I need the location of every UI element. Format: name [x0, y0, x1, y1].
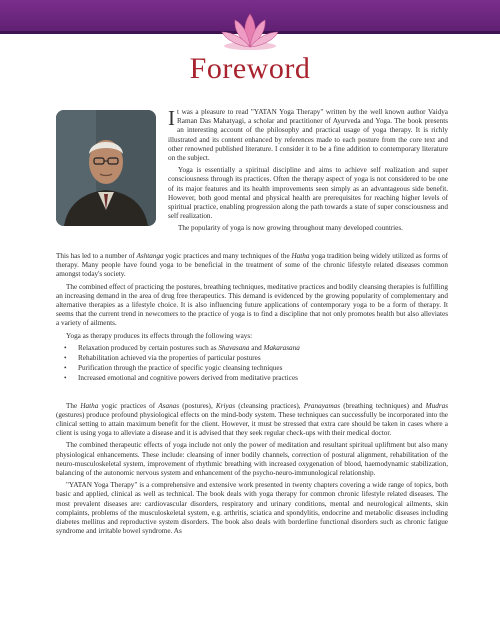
body-paragraph-7: The combined therapeutic effects of yoga include not only the power of meditation and resultant spiritual upliftment but also many physiological enhancements. These include: cleansing of inner bodily channels, correction of postural alignment, rehabilitation of the neuro-musculoskeletal system, improvement of rhythmic breathing with increased oxygenation of blood, haemodynamic stabilization, balancing of the autonomic nervous system and enhancement of the psycho-neuro-immunological relationship.	[56, 441, 448, 478]
page-title: Foreword	[189, 52, 311, 85]
bullet-icon: •	[64, 343, 67, 352]
intro-paragraph-3-lead: The popularity of yoga is now growing throughout many developed countries.	[178, 224, 403, 233]
bullet-icon: •	[64, 374, 67, 383]
author-portrait	[56, 110, 156, 226]
bullet-icon: •	[64, 364, 67, 373]
body-paragraph-8: "YATAN Yoga Therapy" is a comprehensive and extensive work presented in twenty chapters covering a wide range of topics, both basic and applied, clinical as well as technical. The book deals with yoga therapy for common chronic lifestyle related diseases. The most prevalent diseases are: cardiovascular disorders, respiratory and urinary conditions, mental and neurological ailments, skin complaints, problems of the musculoskeletal system, e.g. arthritis, sciatica and spondylitis, endocrine and metabolic diseases including diabetes mellitus and reproductive system disorders. The book also deals with borderline functional disorders such as chronic fatigue syndrome and irritable bowel syndrome. As	[56, 481, 448, 536]
lotus-icon	[218, 10, 282, 52]
body-paragraph-5: Yoga as therapy produces its effects through the following ways:	[66, 331, 253, 340]
intro-paragraph-1	[168, 108, 448, 163]
body-column	[56, 252, 448, 539]
body-paragraph-6: The Hatha yogic practices of Asanas (postures), Kriyas (cleansing practices), Pranayamas (breathing techniques) and Mudras (gestures) produce profound physiological effects on the mind-body system. These techniques can successfully be incorporated into the clinical setting to attain maximum benefit for the client. However, it must be stressed that extra care should be taken in cases where a client is using yoga to alleviate a disease and it is advised that they seek regular check-ups with their medical doctor.	[56, 401, 448, 438]
intro-paragraph-1-text: t was a pleasure to read "YATAN Yoga Therapy" written by the well known author Vaidya Raman Das Mahatyagi, a scholar and practitioner of Ayurveda and Yoga. The book presents an interesting account of the philosophy and practical usage of yoga therapy. It is richly illustrated and its content enhanced by references made to each posture from the core text and other renowned published literature. I consider it to be a fine addition to contemporary literature on the subject.	[168, 108, 448, 163]
intro-column	[168, 108, 448, 237]
list-item: • Purification through the practice of specific yogic cleansing techniques	[64, 364, 283, 373]
list-item: • Relaxation produced by certain postures such as Shavasana and Makarasana	[64, 343, 300, 352]
body-paragraph-3: This has led to a number of Ashtanga yogic practices and many techniques of the Hatha yoga tradition being widely utilized as forms of therapy. Many people have found yoga to be beneficial in the treatment of some of the chronic lifestyle related diseases common amongst today's society.	[56, 252, 449, 279]
effects-list	[56, 344, 448, 384]
list-item: • Increased emotional and cognitive powers derived from meditative practices	[64, 374, 298, 383]
drop-cap: I	[168, 106, 175, 130]
body-paragraph-4: The combined effect of practicing the postures, breathing techniques, meditative practices and bodily cleansing therapies is fulfilling an increasing demand in the area of drug free therapeutics. This demand is evidenced by the growing popularity of complementary and alternative therapies as a lifestyle choice. It is also influencing future applications of contemporary yoga to be a form of therapy. It seems that the current trend in newcomers to the practice of yoga is to find a discipline that not only promotes health but also alleviates a variety of ailments.	[56, 282, 448, 328]
bullet-icon: •	[64, 354, 67, 363]
intro-paragraph-2: Yoga is essentially a spiritual discipline and aims to achieve self realization and super consciousness through its practices. Often the therapy aspect of yoga is not considered to be one of its major features and its health improvements seen simply as an advantageous side benefit. However, both good mental and physical health are prerequisites for reaching higher levels of spiritual practice, enabling progression along the path towards a state of super consciousness and self realization.	[168, 166, 448, 221]
list-item: • Rehabilitation achieved via the properties of particular postures	[64, 354, 261, 363]
